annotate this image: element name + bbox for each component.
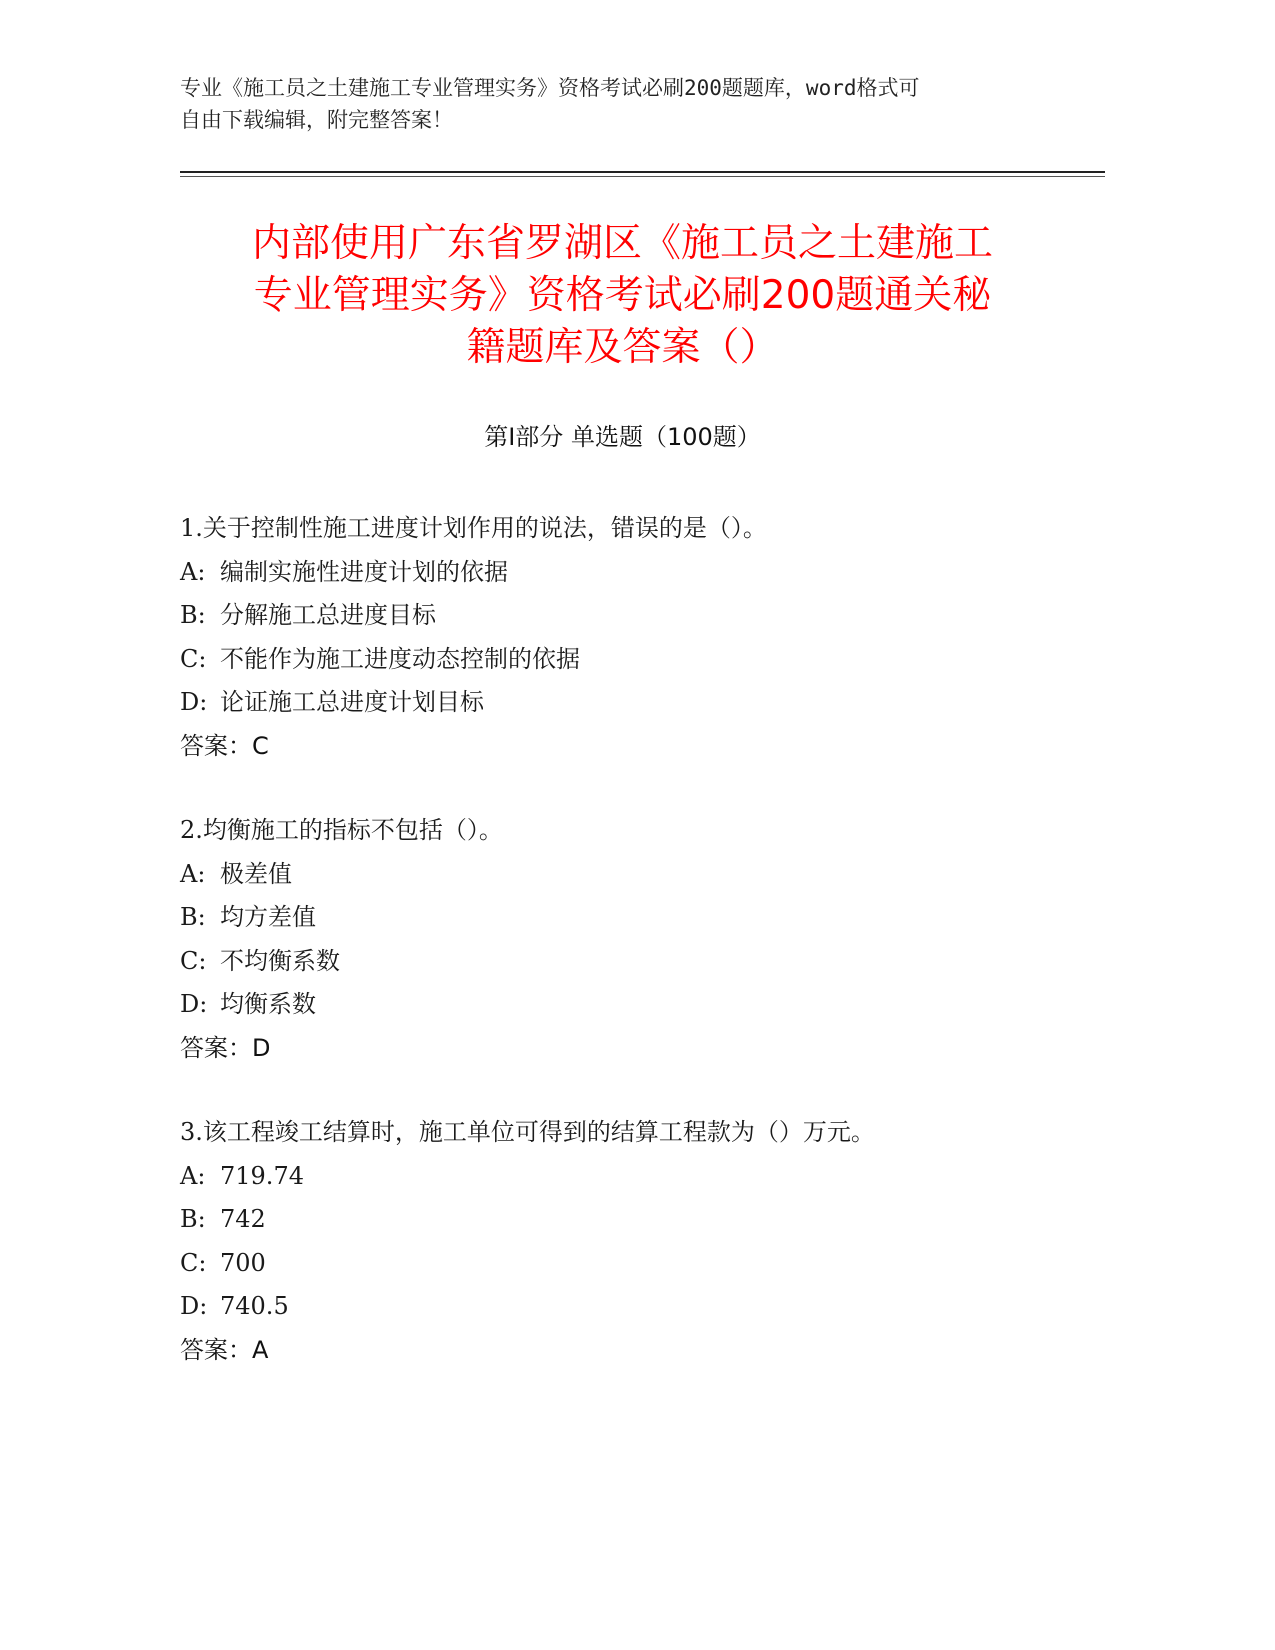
option-label: B: bbox=[180, 1205, 206, 1233]
option-text: 编制实施性进度计划的依据 bbox=[220, 557, 508, 586]
option-text: 分解施工总进度目标 bbox=[220, 601, 436, 629]
question-2 bbox=[180, 809, 1080, 1070]
option-label: A: bbox=[180, 1161, 206, 1190]
option-b bbox=[180, 594, 1080, 638]
option-label: D: bbox=[180, 1292, 208, 1320]
question-list bbox=[180, 507, 1080, 1413]
option-text: 极差值 bbox=[220, 859, 292, 888]
option-d bbox=[180, 681, 1080, 725]
header-divider-thin bbox=[180, 176, 1105, 177]
option-label: C: bbox=[180, 946, 207, 975]
document-title-line-1: 内部使用广东省罗湖区《施工员之土建施工 bbox=[251, 221, 993, 266]
option-text: 719.74 bbox=[220, 1161, 304, 1190]
option-text: 均衡系数 bbox=[220, 990, 316, 1018]
option-label: B: bbox=[180, 903, 206, 931]
option-text: 700 bbox=[220, 1248, 266, 1277]
document-title bbox=[180, 218, 1065, 374]
header-divider-thick bbox=[180, 171, 1105, 173]
answer: 答案：D bbox=[180, 1033, 271, 1062]
option-label: A: bbox=[180, 557, 206, 586]
option-b bbox=[180, 1198, 1080, 1242]
answer: 答案：C bbox=[180, 731, 269, 760]
option-label: C: bbox=[180, 644, 207, 673]
option-c bbox=[180, 638, 1080, 682]
document-title-line-3: 籍题库及答案（） bbox=[466, 325, 779, 370]
option-text: 742 bbox=[220, 1205, 266, 1233]
option-text: 740.5 bbox=[220, 1292, 289, 1320]
question-3 bbox=[180, 1111, 1080, 1372]
option-label: C: bbox=[180, 1248, 207, 1277]
option-a bbox=[180, 551, 1080, 595]
document-title-line-2: 专业管理实务》资格考试必刷200题通关秘 bbox=[253, 273, 992, 318]
option-text: 不均衡系数 bbox=[220, 946, 340, 975]
question-1 bbox=[180, 507, 1080, 768]
option-text: 不能作为施工进度动态控制的依据 bbox=[220, 644, 580, 673]
option-label: A: bbox=[180, 859, 206, 888]
option-b bbox=[180, 896, 1080, 940]
option-c bbox=[180, 1242, 1080, 1286]
question-stem: 3.该工程竣工结算时，施工单位可得到的结算工程款为（）万元。 bbox=[180, 1118, 875, 1146]
section-title: 第Ⅰ部分 单选题（100题） bbox=[484, 423, 761, 451]
question-stem: 2.均衡施工的指标不包括（）。 bbox=[180, 816, 503, 844]
option-text: 论证施工总进度计划目标 bbox=[220, 688, 484, 716]
header-note bbox=[180, 72, 1040, 136]
question-stem: 1.关于控制性施工进度计划作用的说法，错误的是（）。 bbox=[180, 514, 767, 542]
answer: 答案：A bbox=[180, 1335, 269, 1364]
option-a bbox=[180, 853, 1080, 897]
option-label: D: bbox=[180, 990, 208, 1018]
option-text: 均方差值 bbox=[220, 903, 316, 931]
option-label: B: bbox=[180, 601, 206, 629]
header-note-line-2: 自由下载编辑，附完整答案！ bbox=[180, 108, 453, 132]
option-c bbox=[180, 940, 1080, 984]
header-note-line-1: 专业《施工员之土建施工专业管理实务》资格考试必刷200题题库，word格式可 bbox=[180, 76, 920, 100]
option-a bbox=[180, 1155, 1080, 1199]
option-d bbox=[180, 983, 1080, 1027]
option-d bbox=[180, 1285, 1080, 1329]
option-label: D: bbox=[180, 688, 208, 716]
